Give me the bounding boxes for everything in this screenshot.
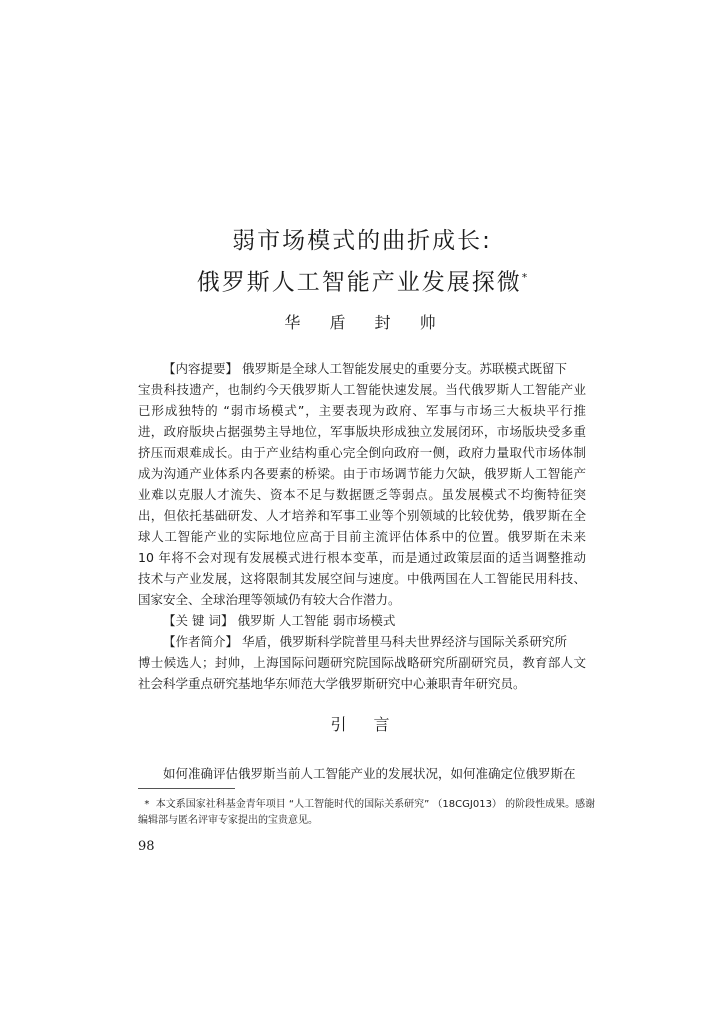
title-line-2-text: 俄罗斯人工智能产业发展探微 <box>196 269 522 296</box>
abstract-line: 10 年将不会对现有发展模式进行根本变革，而是通过政策层面的适当调整推动 <box>138 550 586 565</box>
footnote-line: 编辑部与匿名评审专家提出的宝贵意见。 <box>138 815 318 826</box>
abstract-line: 成为沟通产业体系内各要素的桥梁。由于市场调节能力欠缺，俄罗斯人工智能产 <box>138 466 586 481</box>
author-bio-label: 【作者简介】 <box>163 634 239 649</box>
abstract-line: 宝贵科技遗产，也制约今天俄罗斯人工智能快速发展。当代俄罗斯人工智能产业 <box>138 382 586 397</box>
abstract-line: 【内容提要】 俄罗斯是全球人工智能发展史的重要分支。苏联模式既留下 <box>163 361 568 376</box>
abstract-line: 国家安全、全球治理等领域仍有较大合作潜力。 <box>138 592 401 607</box>
abstract-line: 进，政府版块占据强势主导地位，军事版块形成独立发展闭环，市场版块受多重 <box>138 424 586 439</box>
author-bio-line: 社会科学重点研究基地华东师范大学俄罗斯研究中心兼职青年研究员。 <box>138 676 526 691</box>
abstract-block <box>138 358 586 694</box>
abstract-line: 已形成独特的 “弱市场模式”，主要表现为政府、军事与市场三大板块平行推 <box>138 403 586 418</box>
footnote <box>138 797 596 829</box>
abstract-line: 出，但依托基础研发、人才培养和军事工业等个别领域的比较优势，俄罗斯在全 <box>138 508 586 523</box>
keywords-line <box>138 610 586 631</box>
abstract-line: 业难以克服人才流失、资本不足与数据匮乏等弱点。虽发展模式不均衡特征突 <box>138 487 586 502</box>
abstract-line: 挤压而艰难成长。由于产业结构重心完全倒向政府一侧，政府力量取代市场体制 <box>138 445 586 460</box>
footnote-divider <box>138 788 235 789</box>
authors: 华 盾 封 帅 <box>284 313 440 332</box>
keywords-text: 俄罗斯 人工智能 弱市场模式 <box>237 613 396 628</box>
intro-paragraph: 如何准确评估俄罗斯当前人工智能产业的发展状况，如何准确定位俄罗斯在 <box>163 766 576 781</box>
title-footnote-mark: * <box>521 271 528 284</box>
title-line-2 <box>0 263 724 298</box>
author-bio-line: 【作者简介】 华盾，俄罗斯科学院普里马科夫世界经济与国际关系研究所 <box>163 634 568 649</box>
page-number: 98 <box>138 839 155 854</box>
abstract-line: 技术与产业发展，这将限制其发展空间与速度。中俄两国在人工智能民用科技、 <box>138 571 586 586</box>
abstract-label: 【内容提要】 <box>163 361 239 376</box>
abstract-line: 球人工智能产业的实际地位应高于目前主流评估体系中的位置。俄罗斯在未来 <box>138 529 586 544</box>
section-heading: 引 言 <box>330 715 394 734</box>
footnote-line: * 本文系国家社科基金青年项目 “人工智能时代的国际关系研究” （18CGJ013） 的阶段性成果。感谢 <box>144 799 596 810</box>
footnote-mark: * <box>144 799 150 810</box>
keywords-label: 【关 键 词】 <box>163 613 234 628</box>
title-line-1: 弱市场模式的曲折成长: <box>232 228 492 254</box>
author-bio-line: 博士候选人；封帅，上海国际问题研究院国际战略研究所副研究员，教育部人文 <box>138 655 586 670</box>
